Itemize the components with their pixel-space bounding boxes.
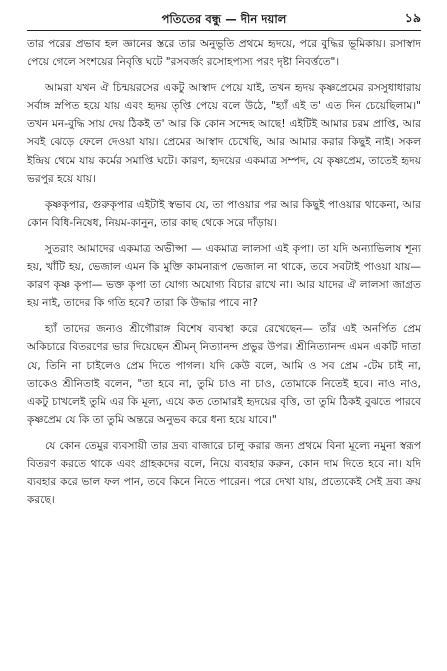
page-number: ১৯ (404, 10, 421, 25)
paragraph: তার পরের প্রভাব হল জ্ঞানের স্তরে তার অনুভূতি প্রথমে হৃদয়ে, পরে বুদ্ধির ভূমিকায়। রসাস্বাদ পেয়ে গেলে সংশয়ের নিবৃত্তি ঘটে "রসবর্জং রসোহপ্যস্য পরং দৃষ্টা নিবর্ত্ততে"। (27, 38, 421, 69)
paragraph: যে কোন তেমুর ব্যবসায়ী তার দ্রব্য বাজারে চালু করার জন্য প্রথমে বিনা মূল্যে নমুনা স্বরূপ বিতরণ করতে থাকে এবং গ্রাহকদের বলে, নিয়ে ব্যবহার করুন, কোন দাম দিতে হবে না। যদি ব্যবহার করে ভাল ফল পান, তবে কিনে নিতে পারেন। পরে দেখা যায়, প্রত্যেকেই সেই দ্রব্য ক্রয় করছে। (27, 439, 421, 507)
paragraph: হ্যাঁ তাদের জন্যও শ্রীগৌরাঙ্গ বিশেষ ব্যবস্থা করে রেখেছেন— তাঁর এই অনর্পিত প্রেম অকিচারে বিতরণের ভার দিয়েছেন শ্রীমন্ নিত্যানন্দ প্রভুর উপর। শ্রীনিত্যানন্দ এমন একটি দাতা যে, তিনি না চাইলেও প্রেম দিতে পাগল। যদি কেউ বলে, আমি ও সব প্রেম -টেম চাই না, তাকেও শ্রীনিতাই বলেন, "তা হবে না, তুমি চাও না চাও, তোমাকে নিতেই হবে। নাও নাও, একটু চাখলেই তুমি এর কি মূল্য, এযে কত তোমারই হৃদয়ের বৃত্তি, তা তুমি ঠিকই বুঝতে পারবে কৃষ্ণপ্রেম যে কি তা তুমি অন্তরে অনুভব করে ধন্য হয়ে যাবে।" (27, 323, 421, 426)
paragraph: কৃষ্ণকৃপার, গুরুকৃপার এইটাই স্বভাব যে, তা পাওয়ার পর আর কিছুই পাওয়ার থাকেনা, আর কোন বিধি-নিষেধ, নিয়ম-কানুন, তার কাছ থেকে সরে দাঁড়ায়। (27, 198, 421, 229)
running-title: পতিতের বন্ধু — দীন দয়াল (161, 12, 287, 26)
paragraph: আমরা যখন ঐ চিন্ময়রসের একটু আস্বাদ পেয়ে যাই, তখন হৃদয় কৃষ্ণপ্রেমের রসসুধাধারায় সর্বাঙ্গ স্নপিত হয়ে যায় এবং হৃদয় তৃপ্তি পেয়ে বলে উঠে, "হ্যাঁ এই ত' এত দিন চেয়েছিলাম।" তখন মন-বুদ্ধি সায় দেয় ঠিকই ত' আর কি কোন সন্দেহ আছে! এইটিই আমার চরম প্রাপ্তি, আর সবই ঝেড়ে ফেলে দেওয়া যায়। প্রেমের আস্বাদ চেখেছি, আর আমার করার কিছুই নাই। সকল ইন্দ্রিয় থেমে যায় কর্মের সমাপ্তি ঘটে। কারণ, হৃদয়ের একমাত্র সম্পদ, যে কৃষ্ণপ্রেম, তাতেই হৃদয় ভরপুর হয়ে যায়। (27, 82, 421, 185)
paragraph: সুতরাং আমাদের একমাত্র অভীপ্সা — একমাত্র লালসা এই কৃপা। তা যদি অন্যাভিলাষ শূন্য হয়, খাঁটি হয়, ভেজাল এমন কি মুক্তি কামনারূপ ভেজাল না থাকে, তবে সবটাই পাওয়া যায়— কারণ কৃষ্ণ কৃপা— ভক্ত কৃপা তা যোগ্য অযোগ্য বিচার রাখে না। আর যাদের ঐ লালসা জাগ্রত হয় নাই, তাদের কি গতি হবে? তারা কি উদ্ধার পাবে না? (27, 242, 421, 310)
running-header (27, 10, 421, 31)
body-text (27, 35, 421, 509)
